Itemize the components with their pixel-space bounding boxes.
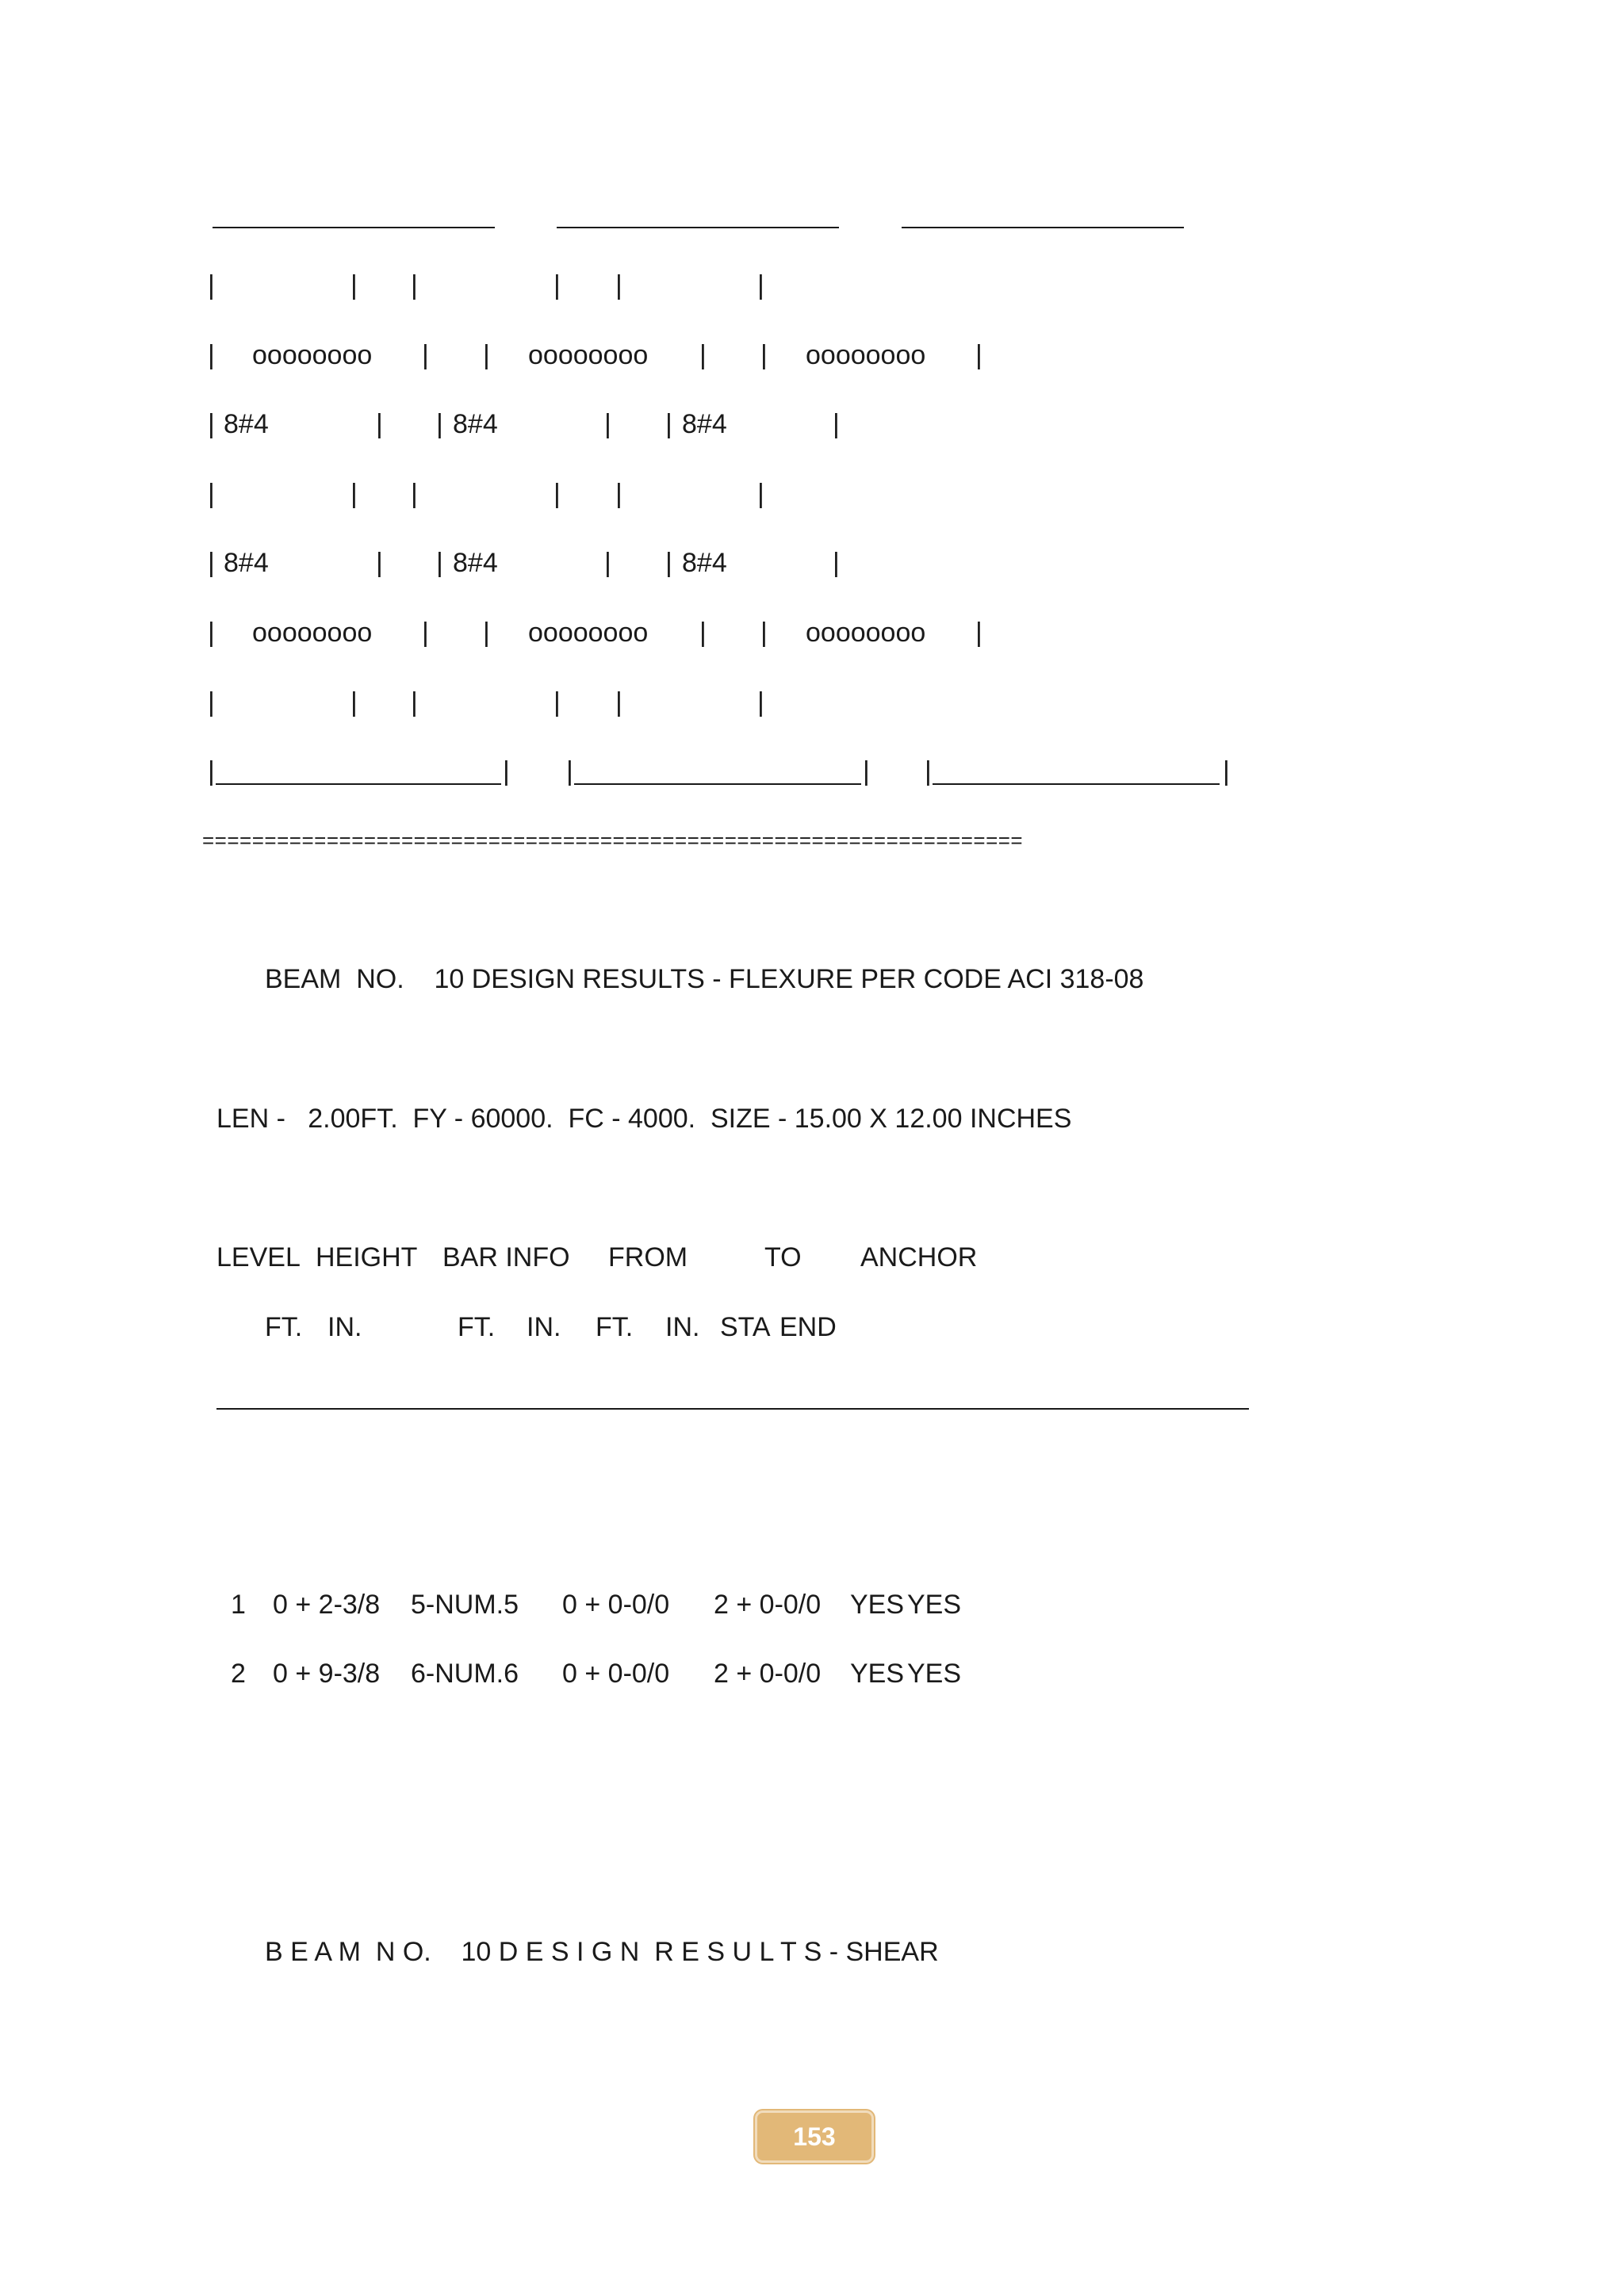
row-from: 0 + 0-0/0 <box>562 1590 670 1620</box>
pipe: | <box>376 548 383 578</box>
pipe: | <box>833 409 840 439</box>
pipe: | <box>760 618 768 648</box>
rebar-circles-2: oooooooo <box>528 340 649 370</box>
pipe: | <box>757 479 764 509</box>
bar-label-1: 8#4 <box>224 409 269 439</box>
pipe: | <box>975 340 982 370</box>
row-height: 0 + 2-3/8 <box>273 1590 381 1620</box>
pipe: | <box>350 270 358 300</box>
pipe: | <box>436 409 443 439</box>
pipe: | <box>208 409 215 439</box>
box3-bottom-rule <box>933 783 1220 785</box>
bar-label-2: 8#4 <box>453 409 498 439</box>
box1-bottom-rule <box>216 783 501 785</box>
pipe: | <box>615 479 622 509</box>
row-bar-info: 5-NUM.5 <box>411 1590 519 1620</box>
header-anchor: ANCHOR <box>860 1242 978 1272</box>
row-to: 2 + 0-0/0 <box>714 1659 822 1689</box>
rebar-circles-1: oooooooo <box>252 340 373 370</box>
rebar-circles-3: oooooooo <box>806 340 926 370</box>
row-end: YES <box>907 1659 962 1689</box>
pipe: | <box>350 687 358 718</box>
pipe: | <box>665 409 672 439</box>
pipe: | <box>604 548 611 578</box>
row-bar-info: 6-NUM.6 <box>411 1659 519 1689</box>
page-number-badge <box>755 2110 874 2163</box>
pipe: | <box>208 687 215 718</box>
pipe: | <box>604 409 611 439</box>
pipe: | <box>757 270 764 300</box>
page-number: 153 <box>793 2122 836 2151</box>
pipe: | <box>376 409 383 439</box>
separator-line: ================================================================== <box>202 828 1024 852</box>
header-ft-3: FT. <box>596 1312 634 1342</box>
pipe: | <box>553 270 561 300</box>
row-to: 2 + 0-0/0 <box>714 1590 822 1620</box>
header-level: LEVEL <box>216 1242 301 1272</box>
pipe: | <box>208 548 215 578</box>
beam-properties: LEN - 2.00FT. FY - 60000. FC - 4000. SIZE - 15.00 X 12.00 INCHES <box>216 1104 1072 1134</box>
pipe: | <box>208 340 215 370</box>
header-ft-1: FT. <box>265 1312 303 1342</box>
diagram-row-empty-1: | <box>208 270 215 300</box>
rebar-circles-4: oooooooo <box>252 618 373 648</box>
row-sta: YES <box>850 1590 905 1620</box>
pipe: | <box>553 687 561 718</box>
pipe: | <box>411 479 418 509</box>
pipe: | <box>757 687 764 718</box>
header-ft-2: FT. <box>458 1312 496 1342</box>
flexure-title: BEAM NO. 10 DESIGN RESULTS - FLEXURE PER CODE ACI 318-08 <box>265 964 1144 994</box>
header-height: HEIGHT <box>316 1242 418 1272</box>
table-header-rule <box>216 1408 1249 1410</box>
pipe: | <box>863 756 870 786</box>
header-bar-info: BAR INFO <box>442 1242 570 1272</box>
pipe: | <box>483 340 490 370</box>
pipe: | <box>1223 756 1230 786</box>
pipe: | <box>925 756 932 786</box>
pipe: | <box>615 687 622 718</box>
pipe: | <box>615 270 622 300</box>
pipe: | <box>411 687 418 718</box>
box2-bottom-rule <box>574 783 861 785</box>
bar-label-6: 8#4 <box>682 548 727 578</box>
header-from: FROM <box>608 1242 688 1272</box>
row-end: YES <box>907 1590 962 1620</box>
row-height: 0 + 9-3/8 <box>273 1659 381 1689</box>
row-level: 1 <box>231 1590 246 1620</box>
row-sta: YES <box>850 1659 905 1689</box>
pipe: | <box>553 479 561 509</box>
pipe: | <box>833 548 840 578</box>
bar-label-3: 8#4 <box>682 409 727 439</box>
pipe: | <box>422 340 429 370</box>
header-in-2: IN. <box>527 1312 561 1342</box>
bar-label-5: 8#4 <box>453 548 498 578</box>
header-to: TO <box>764 1242 802 1272</box>
pipe: | <box>503 756 510 786</box>
rebar-circles-5: oooooooo <box>528 618 649 648</box>
pipe: | <box>436 548 443 578</box>
box1-top-rule <box>213 227 495 228</box>
header-in-1: IN. <box>327 1312 362 1342</box>
rebar-circles-6: oooooooo <box>806 618 926 648</box>
header-end: END <box>779 1312 837 1342</box>
pipe: | <box>208 479 215 509</box>
row-level: 2 <box>231 1659 246 1689</box>
pipe: | <box>699 618 707 648</box>
box3-top-rule <box>902 227 1184 228</box>
box2-top-rule <box>557 227 839 228</box>
pipe: | <box>975 618 982 648</box>
shear-title: B E A M N O. 10 D E S I G N R E S U L T S - SHEAR <box>265 1937 939 1967</box>
row-from: 0 + 0-0/0 <box>562 1659 670 1689</box>
pipe: | <box>760 340 768 370</box>
pipe: | <box>350 479 358 509</box>
pipe: | <box>208 618 215 648</box>
pipe: | <box>699 340 707 370</box>
pipe: | <box>208 756 215 786</box>
pipe: | <box>483 618 490 648</box>
pipe: | <box>566 756 573 786</box>
pipe: | <box>665 548 672 578</box>
pipe: | <box>411 270 418 300</box>
pipe: | <box>422 618 429 648</box>
header-sta: STA <box>720 1312 771 1342</box>
header-in-3: IN. <box>665 1312 700 1342</box>
bar-label-4: 8#4 <box>224 548 269 578</box>
